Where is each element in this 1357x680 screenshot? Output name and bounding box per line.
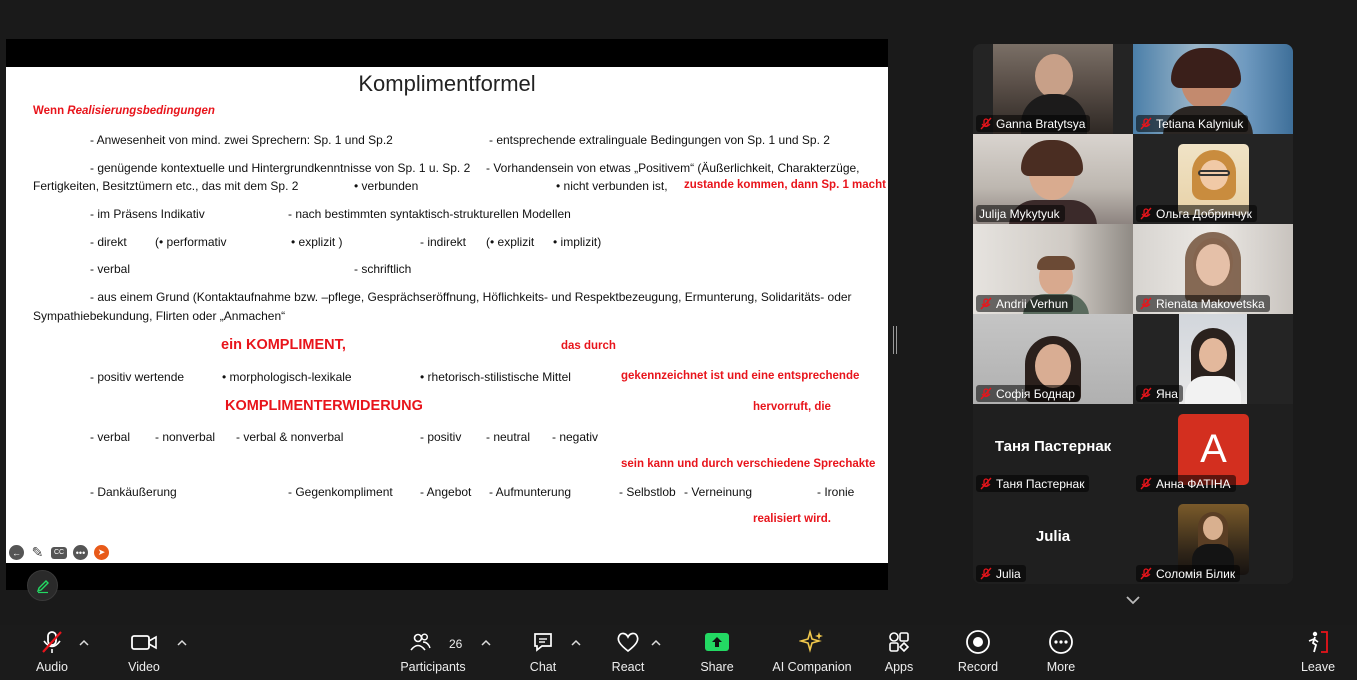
participant-tile[interactable] (1133, 134, 1293, 224)
participant-name-label: Таня Пастернак (976, 475, 1089, 492)
slide-text: - Gegenkompliment (288, 485, 393, 499)
slide-text: - indirekt (420, 235, 467, 249)
slide-text: - nonverbal (155, 430, 216, 444)
slide-text: - aus einem Grund (Kontaktaufnahme bzw. –pflege, Gesprächseröffnung, Höflichkeits- und Respektbezeugung, Ermunterung, Solidaritäts- oder (90, 290, 852, 304)
chevron-up-icon[interactable] (177, 639, 187, 647)
slide-text: - verbal & nonverbal (236, 430, 344, 444)
slide-text: - entsprechende extralinguale Bedingungen von Sp. 1 und Sp. 2 (489, 133, 830, 147)
annotate-button[interactable] (27, 570, 58, 601)
apps-button[interactable] (882, 625, 916, 680)
slide-line-conditions: Wenn Realisierungsbedingungen (33, 105, 215, 117)
slide-text: das durch (561, 340, 616, 352)
participants-label: Participants (400, 660, 466, 674)
apps-label: Apps (884, 660, 914, 674)
splitter-handle[interactable] (893, 326, 897, 354)
slide-text: (• performativ (155, 235, 227, 249)
participant-video (1179, 314, 1247, 404)
participant-tile[interactable] (1133, 494, 1293, 584)
heart-icon (615, 625, 641, 659)
slide-text: - Ironie (817, 485, 855, 499)
participant-name-label: Julia (976, 565, 1026, 582)
record-label: Record (957, 660, 999, 674)
more-icon[interactable]: ••• (73, 545, 88, 560)
slide-text: - positiv wertende (90, 370, 185, 384)
more-button[interactable] (1043, 625, 1079, 680)
chevron-down-icon[interactable] (1125, 593, 1141, 607)
react-label: React (611, 660, 645, 674)
mic-muted-icon (979, 117, 993, 131)
mic-muted-icon (979, 297, 993, 311)
slide-text: - nach bestimmten syntaktisch-strukturellen Modellen (288, 207, 571, 221)
participant-avatar: A (1178, 414, 1249, 485)
participant-tile[interactable] (973, 494, 1133, 584)
slide-text: - verbal (90, 430, 131, 444)
slide-text: - Angebot (420, 485, 472, 499)
slide-text: - Selbstlob (619, 485, 676, 499)
mic-muted-icon (979, 477, 993, 491)
pen-icon[interactable]: ✎ (31, 544, 44, 560)
slide-text: - im Präsens Indikativ (90, 207, 205, 221)
meeting-toolbar (0, 625, 1357, 680)
slide-text: - negativ (552, 430, 599, 444)
participants-icon (400, 625, 466, 659)
slide-text: - genügende kontextuelle und Hintergrundkenntnisse von Sp. 1 u. Sp. 2 (90, 161, 471, 175)
chevron-up-icon[interactable] (79, 639, 89, 647)
more-label: More (1046, 660, 1076, 674)
slide-text: - Anwesenheit von mind. zwei Sprechern: Sp. 1 und Sp.2 (90, 133, 393, 147)
sparkle-icon (799, 625, 825, 659)
participant-tile[interactable] (1133, 314, 1293, 404)
slide-text: - Verneinung (684, 485, 753, 499)
participant-name-label: Rienata Makovetska (1136, 295, 1270, 312)
slide-text: Sympathiebekundung, Flirten oder „Anmachen“ (33, 309, 286, 323)
participant-tile[interactable] (1133, 44, 1293, 134)
slide-text: - Dankäußerung (90, 485, 177, 499)
audio-button[interactable] (32, 625, 72, 680)
mic-muted-icon (1139, 387, 1153, 401)
participant-tile-active-speaker[interactable] (973, 134, 1133, 224)
ai-companion-button[interactable] (770, 625, 854, 680)
slide-text: • rhetorisch-stilistische Mittel (420, 370, 571, 384)
mic-muted-icon (979, 567, 993, 581)
participant-display-name: Julia (1035, 528, 1071, 545)
mic-muted-icon (979, 387, 993, 401)
chat-label: Chat (529, 660, 557, 674)
slide-text: - direkt (90, 235, 127, 249)
pen-icon (35, 578, 51, 594)
slide-text: - schriftlich (354, 262, 412, 276)
slide-text: • explizit ) (291, 235, 343, 249)
slide-text: hervorruft, die (753, 401, 831, 413)
participant-tile[interactable] (973, 44, 1133, 134)
slide-title: Komplimentformel (358, 71, 536, 96)
slide-text: • implizit) (553, 235, 602, 249)
leave-icon (1305, 625, 1331, 659)
video-button[interactable] (124, 625, 164, 680)
apps-icon (887, 625, 911, 659)
participant-display-name: Таня Пастернак (994, 438, 1112, 455)
participant-name-label: Яна (1136, 385, 1183, 402)
slide-text: - Aufmunterung (489, 485, 572, 499)
participant-tile[interactable] (973, 224, 1133, 314)
participants-count: 26 (449, 637, 463, 651)
video-label: Video (128, 660, 160, 674)
shared-screen (6, 39, 888, 590)
audio-label: Audio (36, 660, 68, 674)
participant-name-label: Julija Mykytyuk (976, 205, 1065, 222)
ai-companion-label: AI Companion (772, 660, 852, 674)
mic-muted-icon (1139, 567, 1153, 581)
slide-text: - neutral (486, 430, 531, 444)
slide-text: Fertigkeiten, Besitztümern etc., das mit dem Sp. 2 (33, 179, 299, 193)
participant-tile[interactable] (1133, 224, 1293, 314)
share-label: Share (700, 660, 734, 674)
slide-text: (• explizit (486, 235, 535, 249)
participant-tile[interactable] (973, 314, 1133, 404)
react-button[interactable] (608, 625, 648, 680)
record-icon (965, 625, 991, 659)
slide-text: sein kann und durch verschiedene Sprechakte (621, 458, 876, 470)
mic-muted-icon (1139, 297, 1153, 311)
camera-icon (130, 625, 158, 659)
mic-muted-icon (1139, 207, 1153, 221)
pointer-icon[interactable]: ➤ (94, 545, 109, 560)
record-button[interactable] (956, 625, 1000, 680)
share-button[interactable] (699, 625, 735, 680)
participants-button[interactable] (400, 625, 466, 680)
participant-tile[interactable] (973, 404, 1133, 494)
slide-text: • nicht verbunden ist, (556, 179, 668, 193)
slide-text: realisiert wird. (753, 513, 831, 525)
slide-text: - Vorhandensein von etwas „Positivem“ (Äußerlichkeit, Charakterzüge, (486, 161, 860, 175)
participant-tile[interactable] (1133, 404, 1293, 494)
presentation-slide (6, 67, 888, 563)
cc-icon[interactable]: CC (51, 547, 67, 559)
share-screen-icon (704, 625, 730, 659)
mic-muted-icon (39, 625, 65, 659)
participant-name-label: Соломія Білик (1136, 565, 1240, 582)
slide-text: • verbunden (354, 179, 419, 193)
mic-muted-icon (1139, 477, 1153, 491)
slide-text: gekennzeichnet ist und eine entsprechende (621, 370, 860, 382)
slide-text: - verbal (90, 262, 131, 276)
participant-name-label: Софія Боднар (976, 385, 1080, 402)
slide-text: - positiv (420, 430, 462, 444)
slide-heading-kompliment: ein KOMPLIMENT, (221, 337, 346, 353)
leave-button[interactable] (1300, 625, 1336, 680)
slide-heading-komplimenterwiderung: KOMPLIMENTERWIDERUNG (225, 398, 423, 414)
chat-icon (531, 625, 555, 659)
chevron-up-icon[interactable] (481, 639, 491, 647)
more-icon (1048, 625, 1074, 659)
participant-name-label: Ольга Добринчук (1136, 205, 1257, 222)
slide-controls (9, 545, 109, 560)
slide-text: zustande kommen, dann Sp. 1 macht (684, 179, 886, 191)
participant-gallery (973, 44, 1293, 584)
leave-label: Leave (1300, 660, 1336, 674)
chevron-up-icon[interactable] (571, 639, 581, 647)
back-icon[interactable]: ← (9, 545, 24, 560)
participant-name-label: Tetiana Kalyniuk (1136, 115, 1248, 132)
slide-text: • morphologisch-lexikale (222, 370, 352, 384)
participant-name-label: Ganna Bratytsya (976, 115, 1090, 132)
participant-name-label: Andrii Verhun (976, 295, 1073, 312)
mic-muted-icon (1139, 117, 1153, 131)
chevron-up-icon[interactable] (651, 639, 661, 647)
chat-button[interactable] (526, 625, 560, 680)
participant-name-label: Анна ФАТІНА (1136, 475, 1236, 492)
